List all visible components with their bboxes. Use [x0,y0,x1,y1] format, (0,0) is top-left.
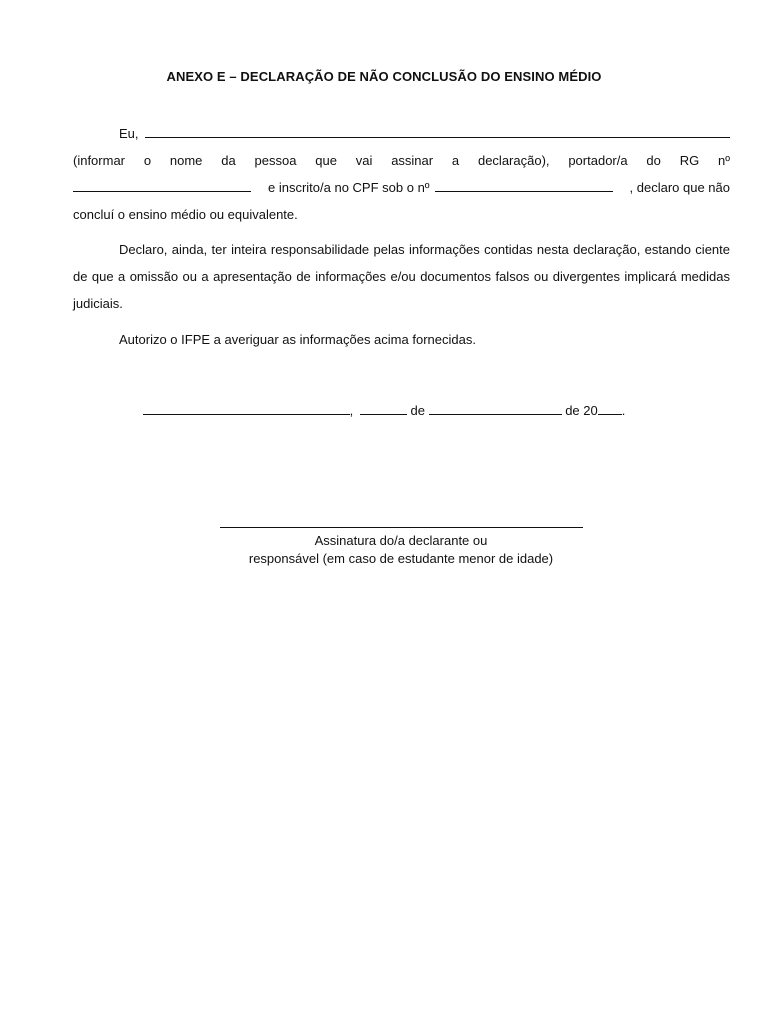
conclusion-text: concluí o ensino médio ou equivalente. [73,207,298,222]
de-label: de [410,403,425,418]
name-instruction-text: (informar o nome da pessoa que vai assinar a declaração), portador/a do RG nº [73,153,730,168]
signature-caption-line1: Assinatura do/a declarante ou [314,533,488,548]
signature-caption-line2: responsável (em caso de estudante menor de idade) [248,551,554,566]
date-period: . [621,403,626,418]
cpf-field-blank[interactable] [435,179,613,192]
date-place-line [0,402,768,418]
declaro-suffix: , declaro que não [629,180,730,195]
authorization-paragraph [73,326,730,353]
year-field-blank[interactable] [598,402,622,415]
rg-field-blank[interactable] [73,179,251,192]
declaration-paragraph [73,120,730,228]
signature-caption [0,532,768,568]
day-field-blank[interactable] [360,402,407,415]
month-field-blank[interactable] [429,402,562,415]
year-prefix: de 20 [565,403,598,418]
name-line [73,120,730,147]
rg-cpf-line [73,174,730,201]
signature-line[interactable] [220,527,583,528]
name-field-blank[interactable] [145,123,730,138]
responsibility-paragraph [73,236,730,317]
date-comma: , [349,403,354,418]
eu-label: Eu, [119,126,139,141]
city-field-blank[interactable] [143,402,350,415]
responsibility-text: Declaro, ainda, ter inteira responsabilidade pelas informações contidas nesta declaração, estando ciente de que a omissão ou a apresentação de informações e/ou documentos falsos ou divergentes implicará medidas judiciais. [73,242,730,311]
inscrito-label: e inscrito/a no CPF sob o nº [268,180,430,195]
document-title: ANEXO E – DECLARAÇÃO DE NÃO CONCLUSÃO DO ENSINO MÉDIO [166,69,602,84]
authorization-text: Autorizo o IFPE a averiguar as informações acima fornecidas. [119,332,476,347]
